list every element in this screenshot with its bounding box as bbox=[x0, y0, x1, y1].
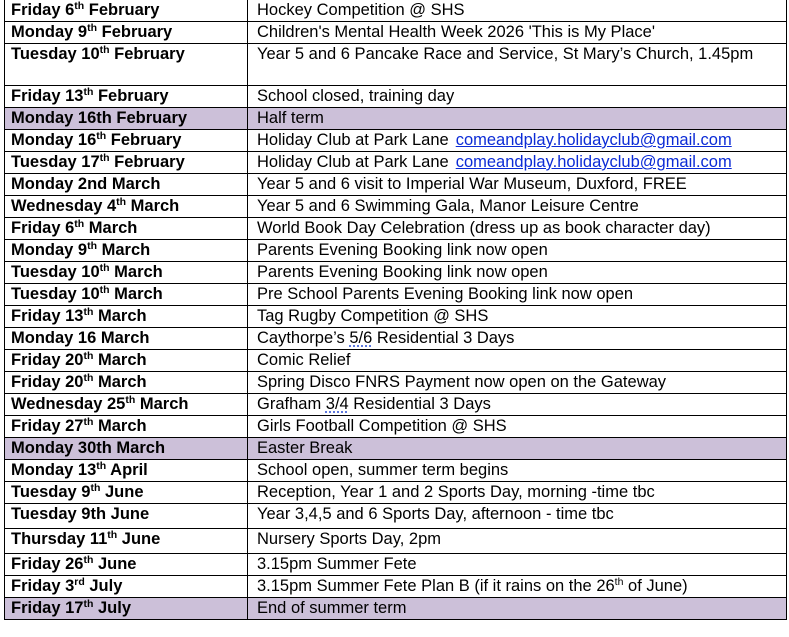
date-day: Monday 2nd March bbox=[11, 175, 161, 193]
event-text: Girls Football Competition @ SHS bbox=[257, 417, 507, 435]
date-day: Friday 26 bbox=[11, 555, 84, 573]
date-month: March bbox=[93, 351, 147, 369]
event-date bbox=[5, 218, 248, 240]
event-date bbox=[5, 328, 248, 350]
event-description bbox=[248, 598, 787, 620]
event-description bbox=[248, 44, 787, 86]
event-text: Parents Evening Booking link now open bbox=[257, 263, 548, 281]
event-text: Hockey Competition @ SHS bbox=[257, 1, 465, 19]
event-date bbox=[5, 350, 248, 372]
table-row bbox=[5, 284, 787, 306]
event-date bbox=[5, 598, 248, 620]
table-row bbox=[5, 306, 787, 328]
event-description bbox=[248, 394, 787, 416]
date-ordinal: th bbox=[99, 284, 110, 297]
event-date bbox=[5, 86, 248, 108]
event-date bbox=[5, 0, 248, 22]
event-text: Year 5 and 6 Swimming Gala, Manor Leisure Centre bbox=[257, 197, 639, 215]
event-date bbox=[5, 554, 248, 576]
date-day: Friday 20 bbox=[11, 351, 84, 369]
event-date bbox=[5, 504, 248, 529]
event-description bbox=[248, 504, 787, 529]
email-link[interactable]: comeandplay.holidayclub@gmail.com bbox=[455, 153, 732, 171]
event-text: 3.15pm Summer Fete Plan B (if it rains on the 26 bbox=[257, 577, 615, 595]
event-description bbox=[248, 240, 787, 262]
event-date bbox=[5, 372, 248, 394]
event-text: Grafham bbox=[257, 395, 326, 413]
date-ordinal: th bbox=[99, 44, 110, 57]
event-text: Holiday Club at Park Lane bbox=[257, 153, 449, 171]
table-row bbox=[5, 262, 787, 284]
date-month: February bbox=[97, 23, 173, 41]
event-description bbox=[248, 152, 787, 174]
table-row bbox=[5, 576, 787, 598]
date-month: July bbox=[93, 599, 131, 617]
event-description bbox=[248, 262, 787, 284]
event-text: Parents Evening Booking link now open bbox=[257, 241, 548, 259]
event-text: Caythorpe’s bbox=[257, 329, 350, 347]
event-text: End of summer term bbox=[257, 599, 407, 617]
date-day: Tuesday 10 bbox=[11, 263, 100, 281]
date-ordinal: th bbox=[83, 306, 94, 319]
event-text: School open, summer term begins bbox=[257, 461, 509, 479]
date-day: Friday 13 bbox=[11, 307, 84, 325]
events-table-body bbox=[5, 0, 787, 620]
date-day: Friday 13 bbox=[11, 87, 84, 105]
event-text: of June) bbox=[623, 577, 688, 595]
date-day: Monday 16 March bbox=[11, 329, 150, 347]
date-day: Thursday 11 bbox=[11, 530, 108, 548]
date-day: Tuesday 10 bbox=[11, 45, 100, 63]
event-date bbox=[5, 196, 248, 218]
date-ordinal: th bbox=[99, 262, 110, 275]
date-ordinal: th bbox=[90, 482, 101, 495]
date-ordinal: th bbox=[96, 130, 107, 143]
event-description bbox=[248, 438, 787, 460]
event-text: Residential 3 Days bbox=[348, 395, 491, 413]
event-date bbox=[5, 108, 248, 130]
date-ordinal: th bbox=[83, 554, 94, 567]
table-row bbox=[5, 350, 787, 372]
date-ordinal: th bbox=[87, 240, 98, 253]
event-year-groups: 5/6 bbox=[349, 329, 373, 347]
date-month: June bbox=[100, 483, 144, 501]
table-row bbox=[5, 598, 787, 620]
event-text: Spring Disco FNRS Payment now open on the Gateway bbox=[257, 373, 667, 391]
table-row bbox=[5, 218, 787, 240]
event-date bbox=[5, 529, 248, 554]
table-row bbox=[5, 174, 787, 196]
event-description bbox=[248, 108, 787, 130]
date-day: Tuesday 10 bbox=[11, 285, 100, 303]
table-row bbox=[5, 482, 787, 504]
date-day: Friday 3 bbox=[11, 577, 75, 595]
date-month: March bbox=[93, 417, 147, 435]
event-date bbox=[5, 22, 248, 44]
event-date bbox=[5, 482, 248, 504]
date-day: Friday 17 bbox=[11, 599, 84, 617]
date-day: Wednesday 4 bbox=[11, 197, 117, 215]
date-day: Wednesday 25 bbox=[11, 395, 126, 413]
event-description bbox=[248, 284, 787, 306]
event-text: Year 5 and 6 Pancake Race and Service, St Mary’s Church, 1.45pm bbox=[257, 45, 754, 63]
date-day: Monday 13 bbox=[11, 461, 97, 479]
date-day: Monday 30th March bbox=[11, 439, 166, 457]
date-month: March bbox=[93, 373, 147, 391]
date-month: February bbox=[84, 1, 160, 19]
table-row bbox=[5, 0, 787, 22]
event-text: Half term bbox=[257, 109, 324, 127]
date-month: March bbox=[84, 219, 138, 237]
event-text: Residential 3 Days bbox=[372, 329, 515, 347]
date-day: Friday 6 bbox=[11, 219, 75, 237]
event-description bbox=[248, 482, 787, 504]
event-description bbox=[248, 196, 787, 218]
date-day: Tuesday 9 bbox=[11, 483, 91, 501]
table-row bbox=[5, 438, 787, 460]
date-month: February bbox=[93, 87, 169, 105]
date-month: March bbox=[109, 285, 163, 303]
date-ordinal: th bbox=[83, 350, 94, 363]
event-description bbox=[248, 86, 787, 108]
date-ordinal: th bbox=[96, 460, 107, 473]
date-day: Monday 9 bbox=[11, 23, 88, 41]
date-month: March bbox=[135, 395, 189, 413]
event-description bbox=[248, 0, 787, 22]
table-row bbox=[5, 86, 787, 108]
event-text: World Book Day Celebration (dress up as book character day) bbox=[257, 219, 711, 237]
table-row bbox=[5, 504, 787, 529]
date-ordinal: th bbox=[83, 598, 94, 611]
event-text: Pre School Parents Evening Booking link now open bbox=[257, 285, 634, 303]
event-description bbox=[248, 218, 787, 240]
date-ordinal: th bbox=[74, 218, 85, 231]
event-date bbox=[5, 262, 248, 284]
event-description bbox=[248, 306, 787, 328]
date-month: February bbox=[106, 131, 182, 149]
event-description bbox=[248, 350, 787, 372]
event-text: Holiday Club at Park Lane bbox=[257, 131, 449, 149]
event-date bbox=[5, 152, 248, 174]
event-text: Comic Relief bbox=[257, 351, 351, 369]
date-month: February bbox=[109, 153, 185, 171]
event-text: Children's Mental Health Week 2026 'This is My Place' bbox=[257, 23, 655, 41]
date-day: Monday 9 bbox=[11, 241, 88, 259]
table-row bbox=[5, 44, 787, 86]
event-description bbox=[248, 372, 787, 394]
event-date bbox=[5, 306, 248, 328]
date-ordinal: th bbox=[83, 86, 94, 99]
date-day: Tuesday 17 bbox=[11, 153, 100, 171]
date-ordinal: th bbox=[99, 152, 110, 165]
event-description bbox=[248, 416, 787, 438]
date-ordinal: th bbox=[116, 196, 127, 209]
event-year-groups: 3/4 bbox=[325, 395, 349, 413]
table-row bbox=[5, 372, 787, 394]
date-ordinal: th bbox=[107, 529, 118, 542]
date-ordinal: th bbox=[83, 416, 94, 429]
date-day: Friday 20 bbox=[11, 373, 84, 391]
date-ordinal: th bbox=[83, 372, 94, 385]
event-description bbox=[248, 460, 787, 482]
date-month: March bbox=[93, 307, 147, 325]
event-date bbox=[5, 394, 248, 416]
date-month: July bbox=[84, 577, 123, 595]
date-month: March bbox=[97, 241, 151, 259]
event-date bbox=[5, 460, 248, 482]
table-row bbox=[5, 152, 787, 174]
event-text: Reception, Year 1 and 2 Sports Day, morning -time tbc bbox=[257, 483, 655, 501]
event-date bbox=[5, 438, 248, 460]
date-day: Monday 16 bbox=[11, 131, 97, 149]
school-events-table bbox=[4, 0, 787, 620]
date-month: March bbox=[109, 263, 163, 281]
date-ordinal: th bbox=[87, 22, 98, 35]
event-text: Year 3,4,5 and 6 Sports Day, afternoon - time tbc bbox=[257, 505, 614, 523]
date-day: Tuesday 9th June bbox=[11, 505, 150, 523]
date-month: April bbox=[106, 461, 148, 479]
event-date bbox=[5, 576, 248, 598]
table-row bbox=[5, 22, 787, 44]
date-ordinal: th bbox=[74, 0, 85, 13]
date-day: Monday 16th February bbox=[11, 109, 188, 127]
event-text: Year 5 and 6 visit to Imperial War Museum, Duxford, FREE bbox=[257, 175, 687, 193]
event-description bbox=[248, 576, 787, 598]
event-description bbox=[248, 529, 787, 554]
event-date bbox=[5, 240, 248, 262]
event-description bbox=[248, 22, 787, 44]
event-date bbox=[5, 416, 248, 438]
table-row bbox=[5, 554, 787, 576]
event-description bbox=[248, 174, 787, 196]
table-row bbox=[5, 328, 787, 350]
event-date bbox=[5, 284, 248, 306]
event-ordinal: th bbox=[614, 576, 624, 589]
event-text: Tag Rugby Competition @ SHS bbox=[257, 307, 489, 325]
email-link[interactable]: comeandplay.holidayclub@gmail.com bbox=[455, 131, 732, 149]
table-row bbox=[5, 529, 787, 554]
date-month: February bbox=[109, 45, 185, 63]
table-row bbox=[5, 196, 787, 218]
date-ordinal: rd bbox=[74, 576, 85, 589]
event-date bbox=[5, 130, 248, 152]
event-description bbox=[248, 554, 787, 576]
event-description bbox=[248, 328, 787, 350]
event-date bbox=[5, 44, 248, 86]
table-row bbox=[5, 460, 787, 482]
event-text: School closed, training day bbox=[257, 87, 455, 105]
table-row bbox=[5, 394, 787, 416]
event-text: Easter Break bbox=[257, 439, 353, 457]
event-text: 3.15pm Summer Fete bbox=[257, 555, 417, 573]
date-ordinal: th bbox=[125, 394, 136, 407]
table-row bbox=[5, 416, 787, 438]
table-row bbox=[5, 108, 787, 130]
event-date bbox=[5, 174, 248, 196]
event-description bbox=[248, 130, 787, 152]
date-month: June bbox=[93, 555, 137, 573]
table-row bbox=[5, 240, 787, 262]
date-month: March bbox=[126, 197, 180, 215]
date-day: Friday 27 bbox=[11, 417, 84, 435]
event-text: Nursery Sports Day, 2pm bbox=[257, 530, 441, 548]
date-day: Friday 6 bbox=[11, 1, 75, 19]
date-month: June bbox=[117, 530, 161, 548]
table-row bbox=[5, 130, 787, 152]
